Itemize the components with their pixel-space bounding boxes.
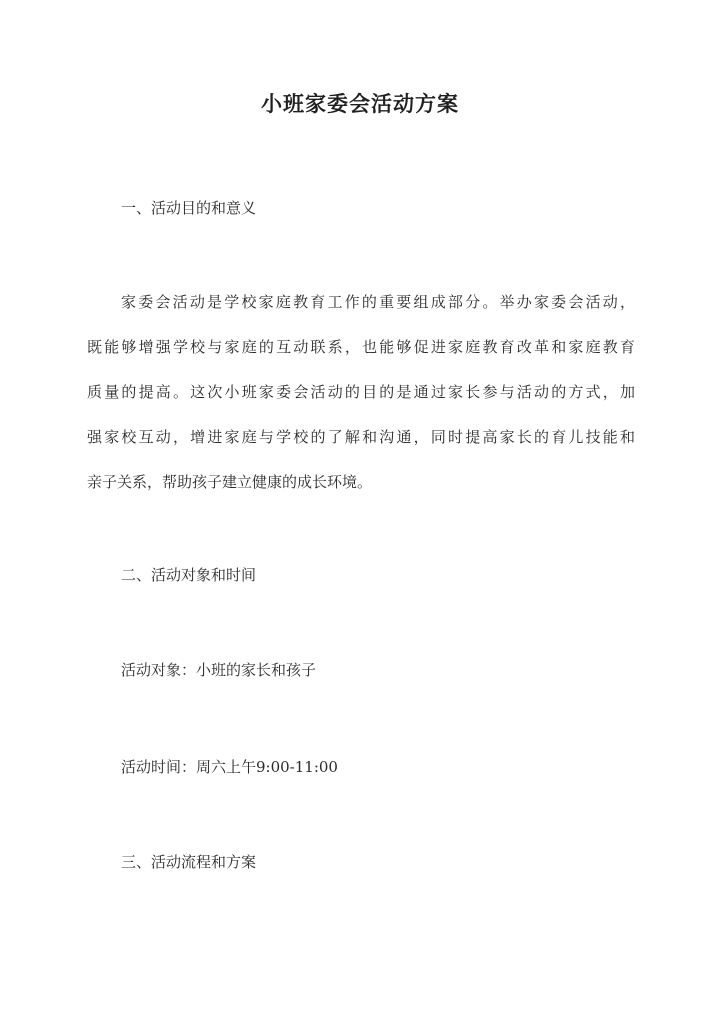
section-heading-process: 三、活动流程和方案 <box>121 853 257 871</box>
activity-time: 活动时间：周六上午9:00-11:00 <box>121 758 338 776</box>
paragraph-line: 强家校互动，增进家庭与学校的了解和沟通，同时提高家长的育儿技能和 <box>87 428 635 446</box>
activity-target: 活动对象：小班的家长和孩子 <box>121 661 317 679</box>
purpose-paragraph <box>87 287 635 497</box>
paragraph-line: 既能够增强学校与家庭的互动联系，也能够促进家庭教育改革和家庭教育 <box>87 338 635 356</box>
document-title: 小班家委会活动方案 <box>261 91 459 116</box>
paragraph-line: 家委会活动是学校家庭教育工作的重要组成部分。举办家委会活动， <box>121 293 635 311</box>
paragraph-line: 质量的提高。这次小班家委会活动的目的是通过家长参与活动的方式，加 <box>87 383 635 401</box>
section-heading-target-time: 二、活动对象和时间 <box>121 566 257 584</box>
paragraph-line: 亲子关系，帮助孩子建立健康的成长环境。 <box>87 473 373 491</box>
section-heading-purpose: 一、活动目的和意义 <box>121 199 257 217</box>
